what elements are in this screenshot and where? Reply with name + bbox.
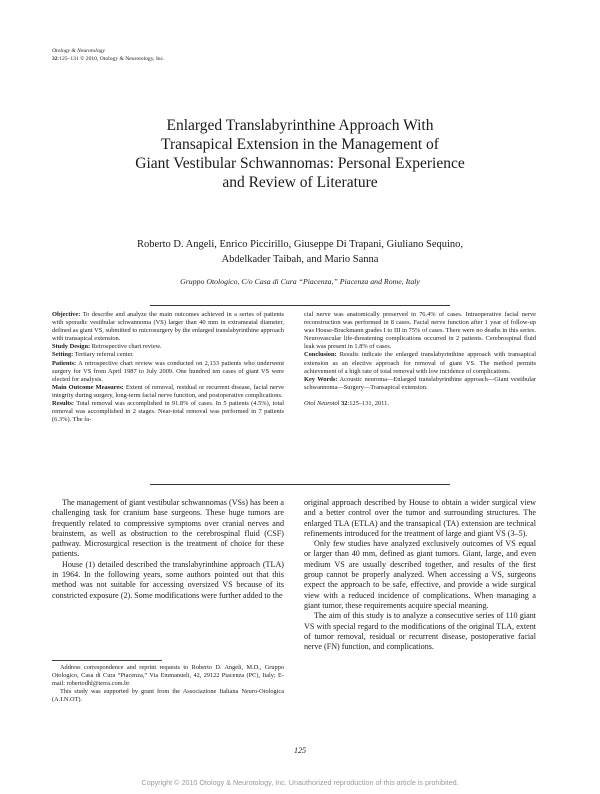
- abstract-patients: [52, 360, 284, 384]
- setting-label: Setting:: [52, 351, 74, 359]
- body-paragraph: original approach described by House to obtain a wider surgical view and a better control over the tumor and surrounding structures. The enlarged TLA (ETLA) and the transapical (TA) extension are technical refinements introduced for the treatment of large and giant VS (3–5).: [304, 498, 536, 538]
- objective-label: Objective:: [52, 311, 81, 318]
- abstract-setting: [52, 351, 284, 359]
- copyright-notice: Copyright © 2010 Otology & Neurotology, Inc. Unauthorized reproduction of this article is prohibited.: [141, 778, 459, 787]
- citation-rest: :125–131 © 2010, Otology & Neurotology, Inc.: [57, 55, 165, 62]
- footnote-support: This study was supported by grant from the Associazione Italiana Neuro-Otologica (A.I.N.OT).: [52, 687, 284, 703]
- measures-label: Main Outcome Measures:: [52, 383, 124, 391]
- abstract-top-rule: [150, 305, 450, 306]
- author-list: [70, 237, 530, 267]
- abstract-conclusion: [304, 351, 536, 375]
- journal-citation: [52, 56, 165, 62]
- authors-line: Roberto D. Angeli, Enrico Piccirillo, Giuseppe Di Trapani, Giuliano Sequino,: [136, 239, 464, 250]
- objective-text: To describe and analyze the main outcomes achieved in a series of patients with sporadic vestibular schwannoma (VS) larger than 40 mm in extrameatal diameter, defined as giant VS, submitted to microsurgery by the enlarged translabyrinthine approach with transapical extension.: [52, 311, 284, 343]
- page-number: 125: [294, 746, 306, 755]
- authors-line: Abdelkader Taibah, and Mario Sanna: [221, 254, 379, 265]
- keywords-label: Key Words:: [304, 375, 338, 383]
- design-label: Study Design:: [52, 343, 91, 351]
- body-paragraph: The management of giant vestibular schwannomas (VSs) has been a challenging task for cranium base surgeons. These huge tumors are frequently related to compressive symptoms over cranial nerves and brainstem, as well as obstruction to the cerebrospinal fluid (CSF) pathway. Microsurgical resection is the treatment of choice for these patients.: [52, 498, 284, 559]
- patients-text: A retrospective chart review was conducted on 2,133 patients who underwent surgery for VS from April 1987 to July 2009. One hundred ten cases of giant VS were elected for analysis.: [52, 359, 284, 383]
- abstract-left-column: [52, 311, 284, 424]
- body-right-column: [304, 498, 536, 652]
- results-label: Results:: [52, 400, 75, 408]
- title-line: and Review of Literature: [222, 174, 378, 191]
- title-line: Transapical Extension in the Management of: [161, 136, 439, 153]
- abstract-results: [52, 400, 284, 424]
- design-text: Retrospective chart review.: [91, 343, 162, 351]
- conclusion-label: Conclusion:: [304, 351, 337, 359]
- body-paragraph: House (1) detailed described the translabyrinthine approach (TLA) in 1964. In the following years, some authors pointed out that this method was not suitable for accessing oversized VS because of its constricted exposure (2). Some modifications were further added to the: [52, 559, 284, 600]
- title-line: Enlarged Translabyrinthine Approach With: [166, 117, 434, 134]
- abstract-results-continued: cial nerve was anatomically preserved in 76.4% of cases. Intraoperative facial nerve reconstruction was performed in 8 cases. Facial nerve function after 1 year of follow-up was House-Brackmann grades I to III in 75% of cases. There were no deaths in this series. Neurovascular life-threatening complications occurred in 2 patients. Cerebrospinal fluid leak was present in 1.8% of cases.: [304, 311, 536, 351]
- cite-volume: 32: [341, 399, 348, 407]
- cite-journal: Otol Neurotol: [304, 399, 340, 407]
- cite-rest: :125–131, 2011.: [347, 399, 389, 407]
- journal-header: [52, 48, 165, 63]
- measures-text: Extent of removal, residual or recurrent disease, facial nerve integrity during surgery, long-term facial nerve function, and postoperative complications.: [52, 383, 284, 399]
- setting-text: Tertiary referral center.: [74, 351, 134, 359]
- citation-volume: 32: [52, 55, 58, 62]
- body-left-column: [52, 498, 284, 601]
- abstract-right-column: [304, 311, 536, 408]
- affiliation: Gruppo Otologico, C/o Casa di Cura “Piacenza,” Piacenza and Rome, Italy: [180, 277, 420, 286]
- abstract-design: [52, 343, 284, 351]
- abstract-measures: [52, 384, 284, 400]
- abstract-citation: [304, 400, 536, 408]
- keywords-text: Acoustic neuroma—Enlarged translabyrinthine approach—Giant vestibular schwannoma—Surgery—Transapical extension.: [304, 375, 536, 391]
- title-line: Giant Vestibular Schwannomas: Personal Experience: [135, 155, 465, 172]
- abstract-bottom-rule: [150, 484, 450, 485]
- abstract-keywords: [304, 376, 536, 392]
- body-paragraph: Only few studies have analyzed exclusively outcomes of VS equal or larger than 40 mm, defined as giant tumors. Giant, large, and even medium VS are usually described together, and results of the first group cannot be properly analyzed. When accessing a VS, surgeons expect the approach to be safe, effective, and provide a wide surgical view with a reduced incidence of complications. When managing a giant tumor, these requirements acquire special meaning.: [304, 539, 536, 610]
- footnotes: [52, 664, 284, 704]
- article-title: [60, 116, 540, 192]
- abstract-objective: [52, 311, 284, 343]
- body-paragraph: The aim of this study is to analyze a consecutive series of 110 giant VS with special regard to the modifications of the original TLA, extent of tumor removal, residual or recurrent disease, postoperative facial nerve (FN) function, and complications.: [304, 611, 536, 652]
- footnote-address: Address correspondence and reprint requests to Roberto D. Angeli, M.D., Gruppo Otologico, Casa di Cura “Piacenza,” Via Emmanueli, 42, 29122 Piacenza (PC), Italy; E-mail: robertodhl@terra.com.br: [52, 664, 284, 687]
- footnote-rule: [52, 660, 162, 661]
- patients-label: Patients:: [52, 359, 77, 367]
- conclusion-text: Results indicate the enlarged translabyrinthine approach with transapical extension as an elective approach for removal of giant VS. The method permits achievement of a high rate of total removal with low incidence of complications.: [304, 351, 536, 375]
- results-text: Total removal was accomplished in 91.8% of cases. In 5 patients (4.5%), total removal was accomplished in 2 stages. Near-total removal was performed in 7 patients (6.3%). The fa-: [52, 400, 285, 424]
- journal-name: Otology & Neurotology: [52, 48, 105, 54]
